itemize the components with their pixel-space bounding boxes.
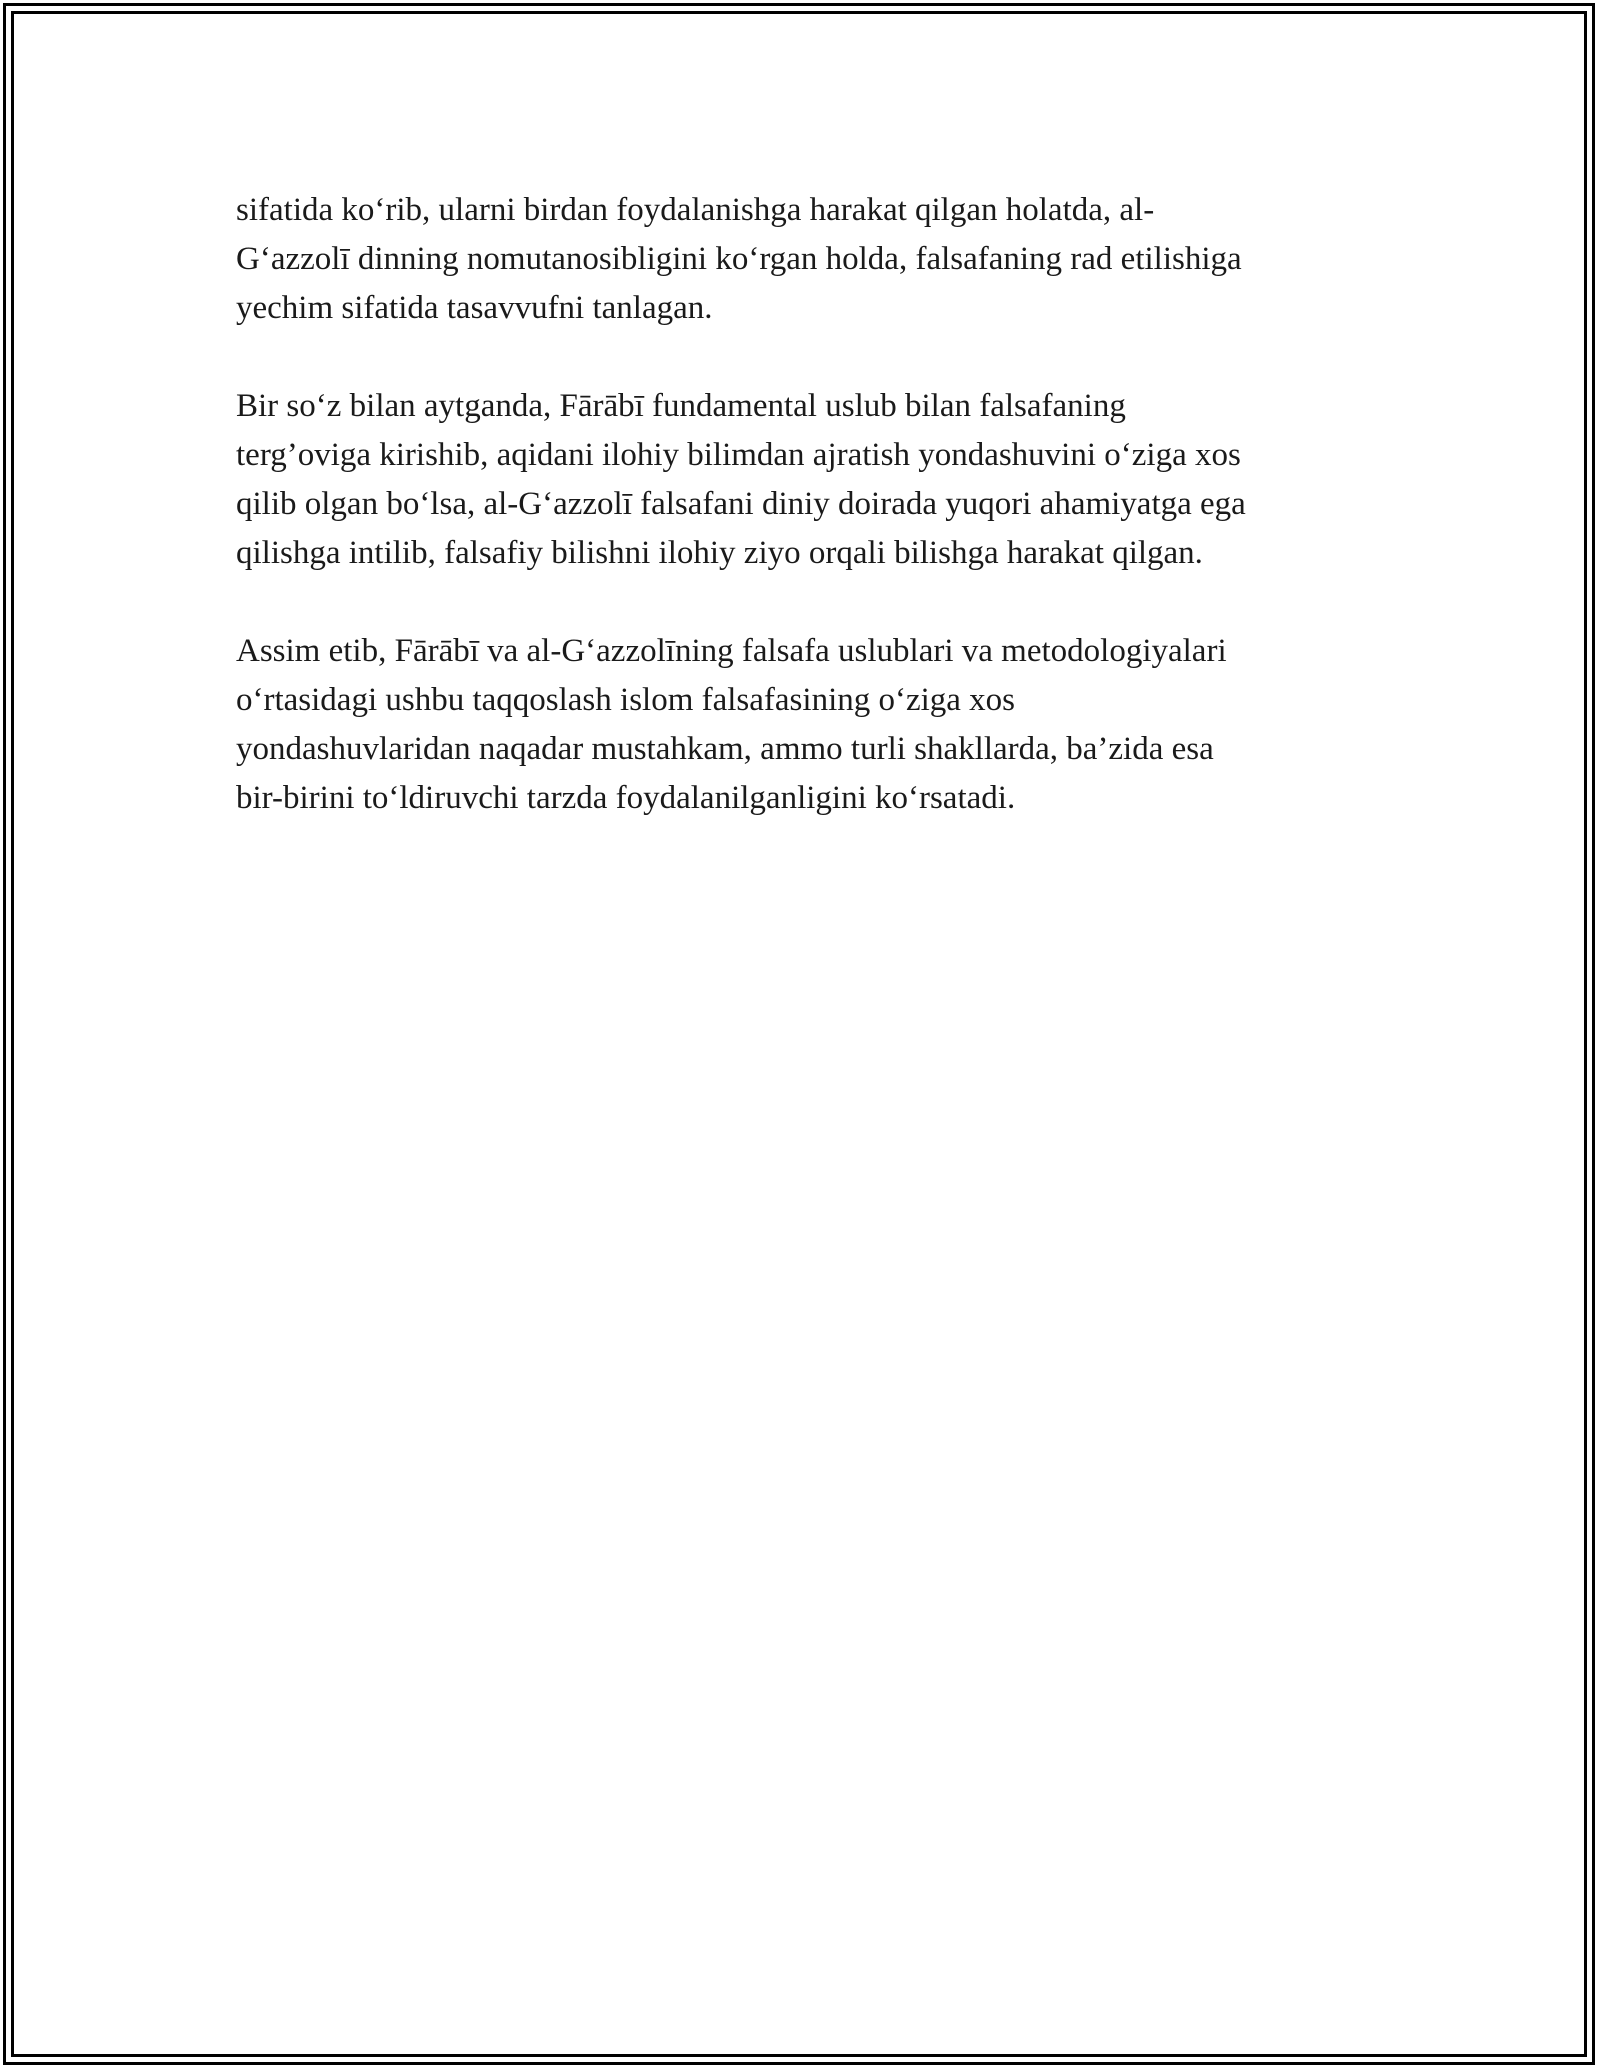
text-line: yondashuvlaridan naqadar mustahkam, ammo turli shakllarda, ba’zida esa (236, 731, 1214, 767)
text-line: o‘rtasidagi ushbu taqqoslash islom falsafasining o‘ziga xos (236, 682, 1016, 718)
text-line: sifatida ko‘rib, ularni birdan foydalanishga harakat qilgan holatda, al- (236, 192, 1155, 228)
text-line: bir-birini to‘ldiruvchi tarzda foydalanilganligini ko‘rsatadi. (236, 780, 1016, 816)
paragraph-1 (236, 186, 1366, 333)
paragraph-2 (236, 382, 1366, 578)
paragraph-3 (236, 627, 1366, 823)
text-line: Bir so‘z bilan aytganda, Fārābī fundamental uslub bilan falsafaning (236, 388, 1126, 424)
text-line: Assim etib, Fārābī va al-G‘azzolīning falsafa uslublari va metodologiyalari (236, 633, 1227, 669)
text-line: yechim sifatida tasavvufni tanlagan. (236, 290, 713, 326)
document-body (236, 186, 1366, 872)
text-line: qilishga intilib, falsafiy bilishni ilohiy ziyo orqali bilishga harakat qilgan. (236, 535, 1203, 571)
text-line: terg’oviga kirishib, aqidani ilohiy bilimdan ajratish yondashuvini o‘ziga xos (236, 437, 1241, 473)
text-line: G‘azzolī dinning nomutanosibligini ko‘rgan holda, falsafaning rad etilishiga (236, 241, 1242, 277)
text-line: qilib olgan bo‘lsa, al-G‘azzolī falsafani diniy doirada yuqori ahamiyatga ega (236, 486, 1246, 522)
